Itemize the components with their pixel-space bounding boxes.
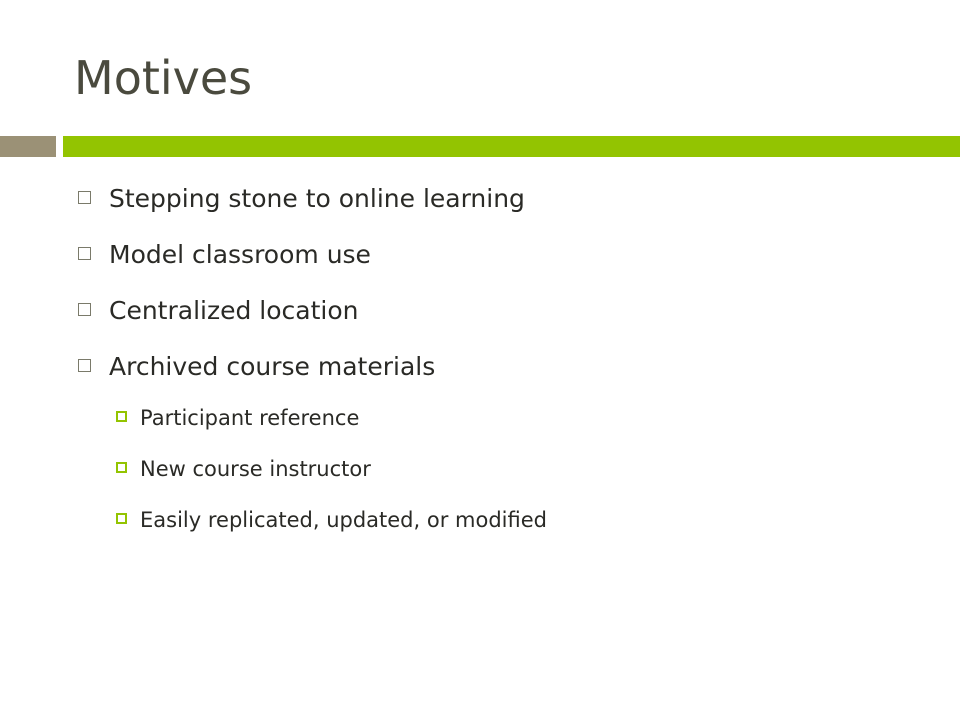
- bullet-item: [78, 183, 525, 214]
- sub-bullet-item: [116, 404, 359, 431]
- hollow-square-bullet-icon: [78, 359, 91, 372]
- bullet-text: Archived course materials: [109, 352, 436, 381]
- slide-title: Motives: [74, 51, 253, 105]
- green-square-bullet-icon: [116, 513, 127, 524]
- green-square-bullet-icon: [116, 462, 127, 473]
- bullet-item: [78, 351, 435, 382]
- hollow-square-bullet-icon: [78, 247, 91, 260]
- bullet-text: Model classroom use: [109, 240, 371, 269]
- sub-bullet-text: Easily replicated, updated, or modified: [140, 508, 547, 532]
- bullet-item: [78, 239, 371, 270]
- sub-bullet-text: New course instructor: [140, 457, 371, 481]
- sub-bullet-item: [116, 506, 547, 533]
- hollow-square-bullet-icon: [78, 191, 91, 204]
- hollow-square-bullet-icon: [78, 303, 91, 316]
- sub-bullet-text: Participant reference: [140, 406, 360, 430]
- green-square-bullet-icon: [116, 411, 127, 422]
- bullet-text: Stepping stone to online learning: [109, 184, 525, 213]
- sub-bullet-item: [116, 455, 371, 482]
- bullet-item: [78, 295, 359, 326]
- bullet-text: Centralized location: [109, 296, 359, 325]
